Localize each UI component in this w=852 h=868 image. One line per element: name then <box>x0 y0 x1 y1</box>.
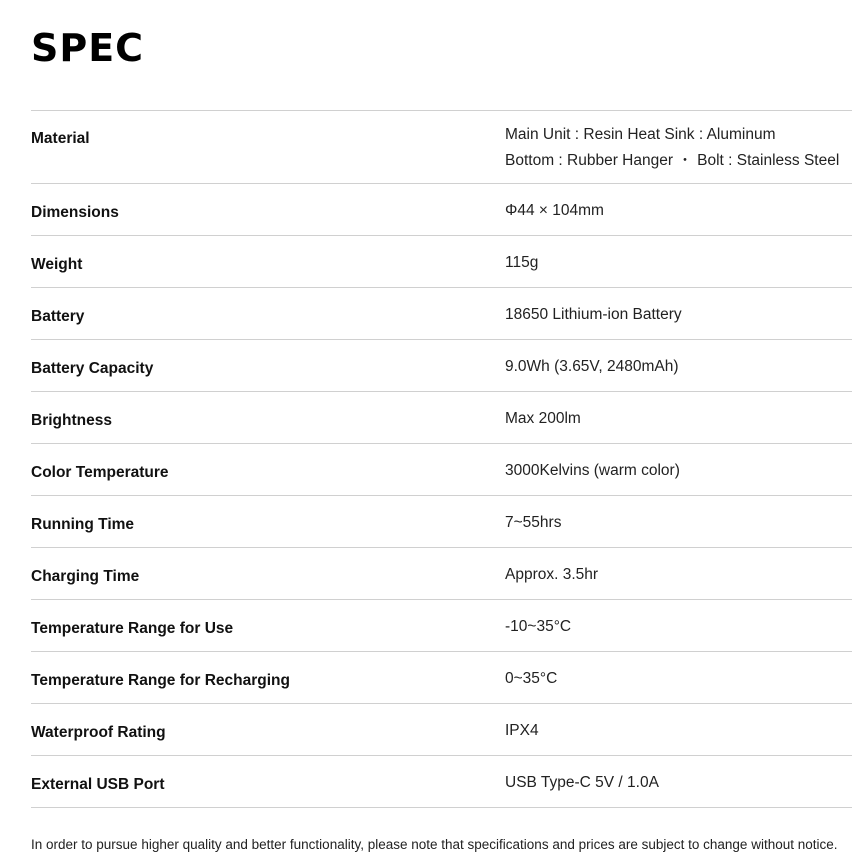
spec-value: USB Type-C 5V / 1.0A <box>505 774 659 791</box>
spec-row-weight <box>31 236 852 288</box>
spec-value: -10~35°C <box>505 618 572 635</box>
spec-value: 115g <box>505 254 539 271</box>
spec-label: Color Temperature <box>31 464 169 481</box>
spec-row-material <box>31 111 852 184</box>
spec-value: Max 200lm <box>505 410 581 427</box>
spec-label: Material <box>31 130 90 147</box>
spec-row-charging-time <box>31 548 852 600</box>
spec-label: External USB Port <box>31 776 165 793</box>
spec-row-waterproof-rating <box>31 704 852 756</box>
spec-label: Battery Capacity <box>31 360 154 377</box>
spec-value: 18650 Lithium-ion Battery <box>505 306 682 323</box>
spec-value: 7~55hrs <box>505 514 562 531</box>
spec-table <box>31 110 852 808</box>
spec-value-line: Main Unit : Resin Heat Sink : Aluminum <box>505 126 776 143</box>
spec-row-temperature-use <box>31 600 852 652</box>
spec-value: 3000Kelvins (warm color) <box>505 462 680 479</box>
spec-value <box>505 122 839 174</box>
spec-value-line: Bottom : Rubber Hanger ・ Bolt : Stainless Steel <box>505 152 840 169</box>
spec-row-usb-port <box>31 756 852 808</box>
spec-value: Φ44 × 104mm <box>505 202 604 219</box>
spec-row-battery-capacity <box>31 340 852 392</box>
spec-row-temperature-recharging <box>31 652 852 704</box>
spec-row-color-temperature <box>31 444 852 496</box>
spec-row-running-time <box>31 496 852 548</box>
spec-label: Brightness <box>31 412 112 429</box>
page-title: SPEC <box>31 26 145 70</box>
spec-label: Running Time <box>31 516 135 533</box>
disclaimer-note: In order to pursue higher quality and better functionality, please note that specifications and prices are subject to change without notice. <box>31 837 838 852</box>
spec-label: Battery <box>31 308 85 325</box>
spec-label: Dimensions <box>31 204 119 221</box>
spec-value: Approx. 3.5hr <box>505 566 599 583</box>
spec-label: Temperature Range for Use <box>31 620 234 637</box>
spec-row-brightness <box>31 392 852 444</box>
spec-label: Waterproof Rating <box>31 724 166 741</box>
spec-label: Temperature Range for Recharging <box>31 672 290 689</box>
spec-row-battery <box>31 288 852 340</box>
spec-label: Charging Time <box>31 568 140 585</box>
spec-value: 0~35°C <box>505 670 558 687</box>
spec-row-dimensions <box>31 184 852 236</box>
spec-value: IPX4 <box>505 722 539 739</box>
spec-label: Weight <box>31 256 83 273</box>
spec-value: 9.0Wh (3.65V, 2480mAh) <box>505 358 679 375</box>
